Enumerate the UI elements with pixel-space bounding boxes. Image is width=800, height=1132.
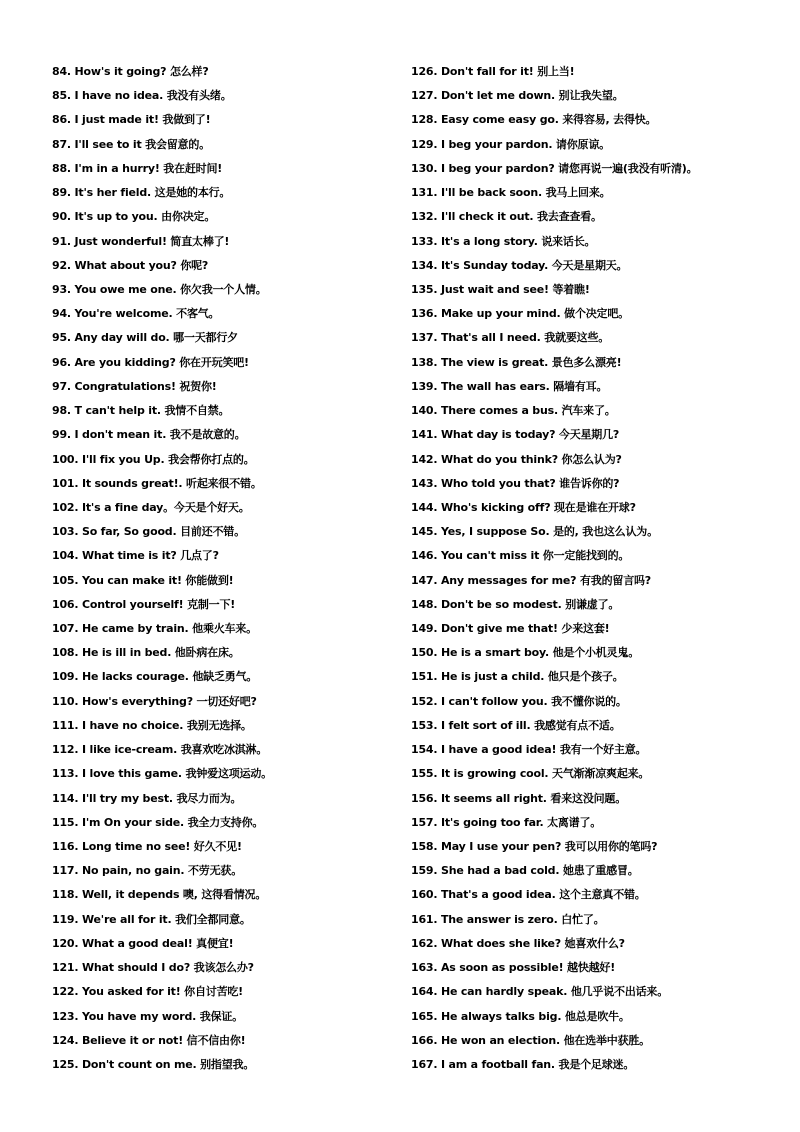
phrase-line: 166. He won an election. 他在选举中获胜。 [411,1033,650,1047]
phrase-line: 144. Who's kicking off? 现在是谁在开球? [411,500,636,514]
phrase-line: 109. He lacks courage. 他缺乏勇气。 [52,670,258,684]
phrase-line: 156. It seems all right. 看来这没问题。 [411,791,627,805]
phrase-line: 146. You can't miss it 你一定能找到的。 [411,549,630,563]
left-column [52,60,392,1077]
phrase-line: 113. I love this game. 我钟爱这项运动。 [52,767,272,781]
phrase-line: 85. I have no idea. 我没有头绪。 [52,89,232,103]
phrase-line: 151. He is just a child. 他只是个孩子。 [411,670,624,684]
right-column [411,60,791,1077]
phrase-line: 133. It's a long story. 说来话长。 [411,234,596,248]
phrase-line: 140. There comes a bus. 汽车来了。 [411,404,616,418]
phrase-line: 105. You can make it! 你能做到! [52,573,234,587]
phrase-line: 110. How's everything? 一切还好吧? [52,694,257,708]
phrase-line: 112. I like ice-cream. 我喜欢吃冰淇淋。 [52,743,268,757]
phrase-line: 130. I beg your pardon? 请您再说一遍(我没有听清)。 [411,161,698,175]
phrase-line: 138. The view is great. 景色多么漂亮! [411,355,622,369]
phrase-line: 121. What should I do? 我该怎么办? [52,961,254,975]
phrase-line: 129. I beg your pardon. 请你原谅。 [411,137,610,151]
phrase-line: 154. I have a good idea! 我有一个好主意。 [411,743,647,757]
phrase-line: 160. That's a good idea. 这个主意真不错。 [411,888,646,902]
phrase-line: 124. Believe it or not! 信不信由你! [52,1033,246,1047]
phrase-line: 135. Just wait and see! 等着瞧! [411,282,590,296]
phrase-line: 165. He always talks big. 他总是吹牛。 [411,1009,630,1023]
phrase-line: 84. How's it going? 怎么样? [52,65,209,78]
phrase-line: 88. I'm in a hurry! 我在赶时间! [52,161,223,175]
phrase-line: 115. I'm On your side. 我全力支持你。 [52,815,264,829]
phrase-line: 96. Are you kidding? 你在开玩笑吧! [52,355,249,369]
phrase-line: 119. We're all for it. 我们全都同意。 [52,912,251,926]
phrase-line: 137. That's all I need. 我就要这些。 [411,331,610,345]
phrase-line: 162. What does she like? 她喜欢什么? [411,936,625,950]
phrase-line: 147. Any messages for me? 有我的留言吗? [411,573,651,587]
phrase-line: 94. You're welcome. 不客气。 [52,307,220,321]
phrase-line: 93. You owe me one. 你欠我一个人情。 [52,282,267,296]
phrase-line: 90. It's up to you. 由你决定。 [52,210,216,224]
phrase-line: 106. Control yourself! 克制一下! [52,597,236,611]
phrase-line: 100. I'll fix you Up. 我会帮你打点的。 [52,452,255,466]
phrase-line: 104. What time is it? 几点了? [52,549,219,563]
phrase-line: 116. Long time no see! 好久不见! [52,840,242,853]
phrase-line: 123. You have my word. 我保证。 [52,1009,243,1023]
phrase-line: 164. He can hardly speak. 他几乎说不出话来。 [411,985,669,999]
phrase-line: 103. So far, So good. 目前还不错。 [52,525,245,539]
phrase-line: 167. I am a football fan. 我是个足球迷。 [411,1057,635,1071]
phrase-line: 89. It's her field. 这是她的本行。 [52,186,231,200]
phrase-line: 127. Don't let me down. 别让我失望。 [411,89,624,103]
phrase-line: 95. Any day will do. 哪一天都行夕 [52,331,238,345]
phrase-line: 163. As soon as possible! 越快越好! [411,961,616,975]
phrase-line: 148. Don't be so modest. 别谦虚了。 [411,597,620,611]
phrase-line: 152. I can't follow you. 我不懂你说的。 [411,694,627,708]
phrase-line: 101. It sounds great!. 听起来很不错。 [52,476,262,490]
phrase-line: 122. You asked for it! 你自讨苦吃! [52,985,243,999]
phrase-line: 92. What about you? 你呢? [52,258,209,272]
phrase-line: 120. What a good deal! 真便宜! [52,936,234,950]
phrase-line: 128. Easy come easy go. 来得容易, 去得快。 [411,113,657,127]
phrase-line: 108. He is ill in bed. 他卧病在床。 [52,646,240,660]
phrase-line: 149. Don't give me that! 少来这套! [411,622,610,636]
phrase-line: 99. I don't mean it. 我不是故意的。 [52,428,246,442]
phrase-line: 134. It's Sunday today. 今天是星期天。 [411,258,628,272]
phrase-line: 153. I felt sort of ill. 我感觉有点不适。 [411,718,621,732]
phrase-line: 111. I have no choice. 我别无选择。 [52,718,252,732]
phrase-line: 157. It's going too far. 太离谱了。 [411,815,602,829]
phrase-line: 86. I just made it! 我做到了! [52,113,211,127]
phrase-line: 145. Yes, I suppose So. 是的, 我也这么认为。 [411,525,658,539]
phrase-line: 142. What do you think? 你怎么认为? [411,452,622,466]
phrase-line: 126. Don't fall for it! 别上当! [411,65,575,78]
phrase-line: 87. I'll see to it 我会留意的。 [52,137,210,151]
phrase-line: 118. Well, it depends 噢, 这得看情况。 [52,888,267,902]
phrase-line: 161. The answer is zero. 白忙了。 [411,912,605,926]
phrase-line: 150. He is a smart boy. 他是个小机灵鬼。 [411,646,640,660]
phrase-line: 136. Make up your mind. 做个决定吧。 [411,307,629,321]
phrase-line: 117. No pain, no gain. 不劳无获。 [52,864,242,878]
phrase-line: 125. Don't count on me. 别指望我。 [52,1057,255,1071]
phrase-line: 102. It's a fine day。今天是个好天。 [52,500,250,514]
phrase-line: 139. The wall has ears. 隔墙有耳。 [411,379,608,393]
phrase-line: 131. I'll be back soon. 我马上回来。 [411,186,611,200]
phrase-line: 141. What day is today? 今天星期几? [411,428,620,442]
phrase-line: 132. I'll check it out. 我去查查看。 [411,210,602,224]
phrase-line: 114. I'll try my best. 我尽力而为。 [52,791,242,805]
phrase-line: 159. She had a bad cold. 她患了重感冒。 [411,864,639,878]
phrase-line: 107. He came by train. 他乘火车来。 [52,622,257,636]
phrase-line: 98. T can't help it. 我情不自禁。 [52,404,230,418]
phrase-line: 143. Who told you that? 谁告诉你的? [411,476,620,490]
phrase-line: 91. Just wonderful! 简直太棒了! [52,234,230,248]
phrase-line: 97. Congratulations! 祝贺你! [52,379,217,393]
phrase-line: 155. It is growing cool. 天气渐渐凉爽起来。 [411,767,650,781]
phrase-line: 158. May I use your pen? 我可以用你的笔吗? [411,840,658,853]
